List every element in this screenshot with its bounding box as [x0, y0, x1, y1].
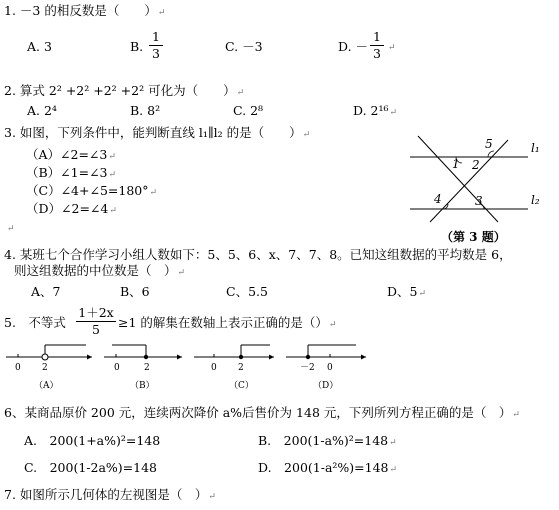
- q2-stem: 2. 算式 2² +2² +2² +2² 可化为（ ）↵: [4, 83, 245, 98]
- q5-d-caption: （D）: [313, 381, 339, 391]
- q1-option-d-label: D. －: [338, 39, 369, 54]
- q5-a-caption: （A）: [34, 381, 59, 391]
- return-mark-icon: ↵: [389, 465, 398, 475]
- return-mark-icon: ↵: [388, 43, 396, 53]
- q1-option-b-fraction: 1 3: [149, 30, 163, 61]
- q2-option-c: C. 2⁸: [233, 103, 264, 118]
- q5-c-tick-2: 2: [238, 363, 244, 373]
- q3-fig-label-3: 3: [475, 194, 483, 208]
- return-mark-icon: ↵: [302, 130, 311, 140]
- return-mark-icon: ↵: [109, 206, 117, 216]
- q5-stem-pre: 5. 不等式: [4, 315, 66, 330]
- q5-d-tick-0: 0: [327, 363, 333, 373]
- q6-option-d: D. 200(1-a²%)=148↵: [258, 460, 398, 475]
- q3-fig-label-4: 4: [434, 192, 442, 206]
- q1-option-d-fraction: 1 3: [370, 30, 384, 61]
- return-mark-icon: ↵: [108, 170, 117, 180]
- q1-option-c: C. －3: [225, 39, 263, 54]
- q5-b-tick-2: 2: [144, 363, 150, 373]
- q6-option-a: A. 200(1+a%)²=148: [24, 433, 161, 448]
- q5-b-tick-0: 0: [114, 363, 120, 373]
- return-mark-icon: ↵: [177, 268, 186, 278]
- q3-stem: 3. 如图，下列条件中，能判断直线 l₁∥l₂ 的是（ ）↵: [4, 125, 311, 140]
- q5-number-line-c: [194, 340, 276, 370]
- q3-option-b: （B）∠1=∠3↵: [26, 165, 117, 180]
- q2-option-a: A. 2⁴: [27, 103, 57, 118]
- q1-option-b-label: B.: [130, 39, 144, 54]
- return-mark-icon: ↵: [236, 88, 245, 98]
- q3-fig-label-2: 2: [472, 158, 480, 172]
- q3-fig-label-5: 5: [485, 137, 493, 151]
- q4-stem-line1: 4. 某班七个合作学习小组人数如下：5、5、6、x、7、7、8。已知这组数据的平均数是 6，: [4, 247, 512, 262]
- q5-a-tick-2: 2: [42, 363, 48, 373]
- q4-option-b: B、6: [120, 284, 150, 299]
- return-mark-icon: ↵: [208, 492, 216, 502]
- return-mark-icon: ↵: [7, 224, 15, 234]
- q3-fig-label-l1: l₁: [531, 141, 540, 155]
- return-mark-icon: ↵: [328, 320, 337, 330]
- q5-a-tick-0: 0: [15, 363, 21, 373]
- q1-stem: 1. －3 的相反数是（ ）↵: [4, 3, 166, 18]
- q4-option-a: A、7: [31, 284, 61, 299]
- q2-option-d: D. 2¹⁶↵: [353, 103, 398, 118]
- q6-option-c: C. 200(1-2a%)=148: [24, 460, 157, 475]
- q4-option-c: C、5.5: [226, 284, 268, 299]
- q3-figure-caption: （第 3 题）: [441, 230, 506, 244]
- q5-d-tick-neg2: －2: [300, 363, 315, 373]
- q4-stem-line2: 则这组数据的中位数是（ ）↵: [14, 263, 186, 278]
- q3-option-d: （D）∠2=∠4↵: [26, 201, 117, 216]
- return-mark-icon: ↵: [512, 410, 520, 420]
- q3-option-a: （A）∠2=∠3↵: [26, 147, 116, 162]
- q1-option-a: A. 3: [27, 39, 52, 54]
- q4-option-d: D、5↵: [387, 284, 427, 299]
- return-mark-icon: ↵: [157, 8, 166, 18]
- q7-stem: 7. 如图所示几何体的左视图是（ ）↵: [4, 487, 216, 502]
- q6-stem: 6、某商品原价 200 元，连续两次降价 a%后售价为 148 元，下列所列方程正确的是（ ）↵: [4, 405, 520, 420]
- return-mark-icon: ↵: [149, 188, 158, 198]
- q3-option-c: （C）∠4+∠5=180°↵: [26, 183, 158, 198]
- return-mark-icon: ↵: [108, 152, 116, 162]
- q3-fig-label-l2: l₂: [531, 193, 540, 207]
- q3-fig-label-1: 1: [452, 157, 460, 171]
- return-mark-icon: ↵: [389, 108, 398, 118]
- q6-option-b: B. 200(1-a%)²=148↵: [258, 433, 397, 448]
- return-mark-icon: ↵: [418, 289, 427, 299]
- return-mark-icon: ↵: [389, 438, 397, 448]
- q5-c-caption: （C）: [229, 381, 254, 391]
- q2-option-b: B. 8²: [130, 103, 161, 118]
- q5-b-caption: （B）: [130, 381, 155, 391]
- q5-fraction: 1＋2x 5: [76, 306, 116, 337]
- q5-stem-post: ≥1 的解集在数轴上表示正确的是（）↵: [118, 315, 337, 330]
- q5-c-tick-0: 0: [211, 363, 217, 373]
